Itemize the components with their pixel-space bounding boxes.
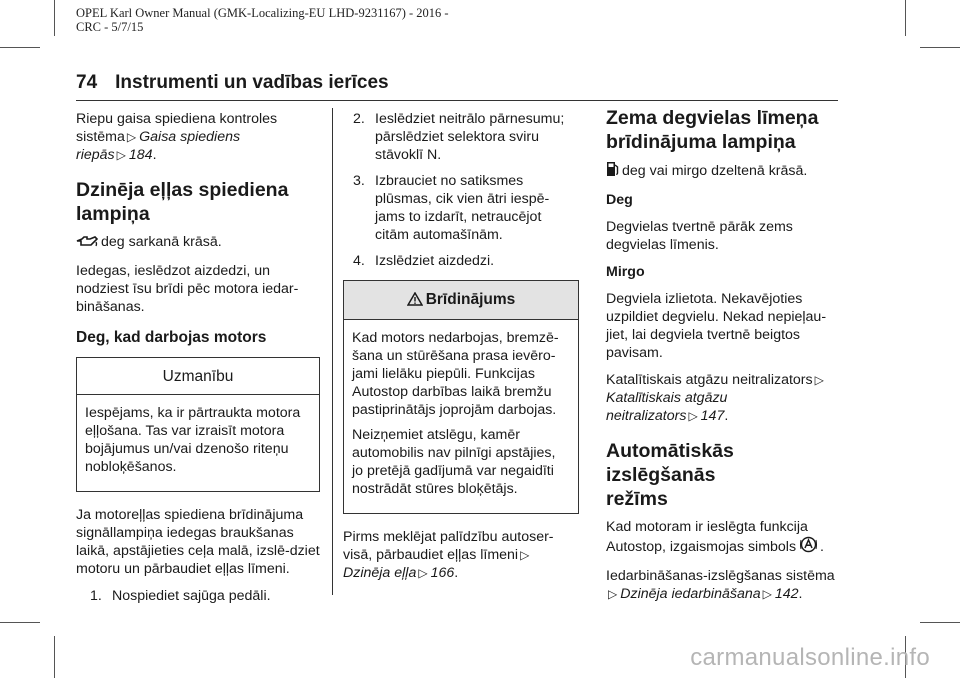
body-text: Pirms meklējat palīdzību autoser- xyxy=(343,529,554,545)
list-item xyxy=(353,172,579,244)
step-number: 4. xyxy=(353,253,365,269)
section-heading xyxy=(606,439,842,511)
cross-ref-link[interactable]: riepās xyxy=(76,147,115,163)
warning-header xyxy=(344,281,578,320)
cross-ref-arrow-icon: ▷ xyxy=(116,148,126,162)
column-2 xyxy=(343,110,579,591)
crop-mark xyxy=(0,47,40,48)
header-rule xyxy=(76,100,838,101)
body-text: deg vai mirgo dzeltenā krāsā. xyxy=(622,163,808,179)
warning-triangle-icon xyxy=(407,292,423,311)
autostop-a-icon xyxy=(800,536,817,558)
step-number: 2. xyxy=(353,111,365,127)
page-ref-link[interactable]: 147 xyxy=(700,408,725,424)
section-heading xyxy=(76,178,320,226)
crop-mark xyxy=(920,47,960,48)
intro-paragraph: Riepu gaisa spiediena kontroles sistēma ▷ Gaisa spiediens riepās ▷ 184. xyxy=(76,111,278,163)
crop-mark xyxy=(905,0,906,36)
warning-box xyxy=(343,280,579,514)
fuel-pump-icon xyxy=(606,161,619,182)
page-header xyxy=(76,72,389,94)
heading-line: režīms xyxy=(606,488,668,510)
icon-line xyxy=(606,161,842,182)
warning-text: Neizņemiet atslēgu, kamēr automobilis nav pilnīgi apstājies, jo pretējā gadījumā var negaidīti nostrādāt stūres bloķētājs. xyxy=(352,427,556,497)
body-text: Autostop, izgaismojas simbols xyxy=(606,539,797,555)
caution-box xyxy=(76,357,320,492)
crop-mark xyxy=(54,636,55,678)
heading-line: Dzinēja eļļas spiediena xyxy=(76,179,289,201)
body-paragraph: Iedarbināšanas-izslēgšanas sistēma ▷ Dzinēja iedarbināšana ▷ 142. xyxy=(606,568,835,602)
running-header-line: OPEL Karl Owner Manual (GMK-Localizing-EU LHD-9231167) - 2016 - xyxy=(76,6,449,20)
page-ref-link[interactable]: 142 xyxy=(774,586,799,602)
steps-list xyxy=(90,587,320,605)
page-ref-link[interactable]: 166 xyxy=(430,565,455,581)
cross-ref-arrow-icon: ▷ xyxy=(688,409,698,423)
section-heading xyxy=(606,106,842,154)
step-number: 1. xyxy=(90,588,102,604)
step-text: Nospiediet sajūga pedāli. xyxy=(112,588,271,604)
body-text: Katalītiskais atgāzu neitralizators xyxy=(606,372,813,388)
cross-ref-arrow-icon: ▷ xyxy=(608,587,618,601)
page-ref-link[interactable]: 184 xyxy=(128,147,153,163)
body-paragraph: Degviela izlietota. Nekavējoties uzpildiet degvielu. Nekad nepieļau-jiet, lai degviela tvertnē beigtos pavisam. xyxy=(606,291,827,361)
cross-ref-arrow-icon: ▷ xyxy=(418,566,428,580)
icon-line xyxy=(76,233,320,253)
warning-title: Brīdinājums xyxy=(425,291,516,308)
caution-text: Iespējams, ka ir pārtraukta motora eļļošana. Tas var izraisīt motora bojājumus un/vai dzenošo riteņu nobloķēšanos. xyxy=(85,405,301,475)
heading-line: lampiņa xyxy=(76,203,150,225)
list-item xyxy=(90,587,320,605)
body-paragraph: Ja motoreļļas spiediena brīdinājuma signāllampiņa iedegas braukšanas laikā, apstājieties ceļa malā, izslē-dziet motoru un pārbaudiet eļļas līmeni. xyxy=(76,507,320,577)
crop-mark xyxy=(54,0,55,36)
cross-ref-link[interactable]: Dzinēja iedarbināšana xyxy=(620,586,761,602)
cross-ref-link[interactable]: neitralizators xyxy=(606,408,687,424)
step-text: Ieslēdziet neitrālo pārnesumu; pārslēdziet selektora sviru stāvoklī N. xyxy=(375,111,565,163)
step-number: 3. xyxy=(353,173,365,189)
body-text: deg sarkanā krāsā. xyxy=(101,234,222,250)
column-1 xyxy=(76,110,320,613)
intro-text: Riepu gaisa spiediena kontroles xyxy=(76,111,278,127)
running-header-line: CRC - 5/7/15 xyxy=(76,20,144,34)
state-label: Mirgo xyxy=(606,264,645,280)
cross-ref-arrow-icon: ▷ xyxy=(762,587,772,601)
heading-line: brīdinājuma lampiņa xyxy=(606,131,796,153)
column-divider xyxy=(332,108,333,595)
body-paragraph: Degvielas tvertnē pārāk zems degvielas līmenis. xyxy=(606,219,793,253)
page-number: 74 xyxy=(76,72,98,93)
oil-pressure-icon xyxy=(76,235,98,253)
heading-line: Zema degvielas līmeņa xyxy=(606,107,819,129)
steps-list xyxy=(353,110,579,270)
cross-ref-link[interactable]: Dzinēja eļļa xyxy=(343,565,417,581)
cross-ref-link[interactable]: Katalītiskais atgāzu xyxy=(606,390,728,406)
page-title: Instrumenti un vadības ierīces xyxy=(115,72,389,93)
body-text: Iedarbināšanas-izslēgšanas sistēma xyxy=(606,568,835,584)
list-item xyxy=(353,110,579,164)
body-text: Kad motoram ir ieslēgta funkcija xyxy=(606,519,808,535)
column-3 xyxy=(606,106,842,612)
state-label: Deg xyxy=(606,192,633,208)
body-paragraph: Kad motoram ir ieslēgta funkcija Autostop, izgaismojas simbols . xyxy=(606,518,842,558)
step-text: Izslēdziet aizdedzi. xyxy=(375,253,495,269)
cross-ref-arrow-icon: ▷ xyxy=(814,373,824,387)
cross-ref-link[interactable]: Gaisa spiediens xyxy=(139,129,241,145)
watermark: carmanualsonline.info xyxy=(690,644,930,671)
crop-mark xyxy=(920,622,960,623)
cross-ref-arrow-icon: ▷ xyxy=(520,548,530,562)
caution-title: Uzmanību xyxy=(77,358,319,395)
cross-ref-arrow-icon: ▷ xyxy=(126,130,137,144)
list-item xyxy=(353,252,579,270)
body-paragraph: Pirms meklējat palīdzību autoser- visā, pārbaudiet eļļas līmeni ▷ Dzinēja eļļa ▷ 166. xyxy=(343,529,554,581)
body-text: visā, pārbaudiet eļļas līmeni xyxy=(343,547,519,563)
warning-text: Kad motors nedarbojas, bremzē-šana un stūrēšana prasa ievēro-jami lielāku piepūli. Funkcijas Autostop darbības laikā bremžu pastiprinātājs joprojām darbojas. xyxy=(352,330,559,418)
intro-text: sistēma xyxy=(76,129,125,145)
crop-mark xyxy=(0,622,40,623)
sub-heading: Deg, kad darbojas motors xyxy=(76,329,267,346)
step-text: Izbrauciet no satiksmes plūsmas, cik vien ātri iespē-jams to izdarīt, netraucējot citām automašīnām. xyxy=(375,173,550,243)
body-paragraph: Iedegas, ieslēdzot aizdedzi, un nodziest īsu brīdi pēc motora iedar-bināšanas. xyxy=(76,263,299,315)
heading-line: Automātiskās izslēgšanās xyxy=(606,440,734,486)
running-header xyxy=(76,6,496,34)
body-paragraph: Katalītiskais atgāzu neitralizators ▷ Katalītiskais atgāzu neitralizators ▷ 147. xyxy=(606,372,824,424)
